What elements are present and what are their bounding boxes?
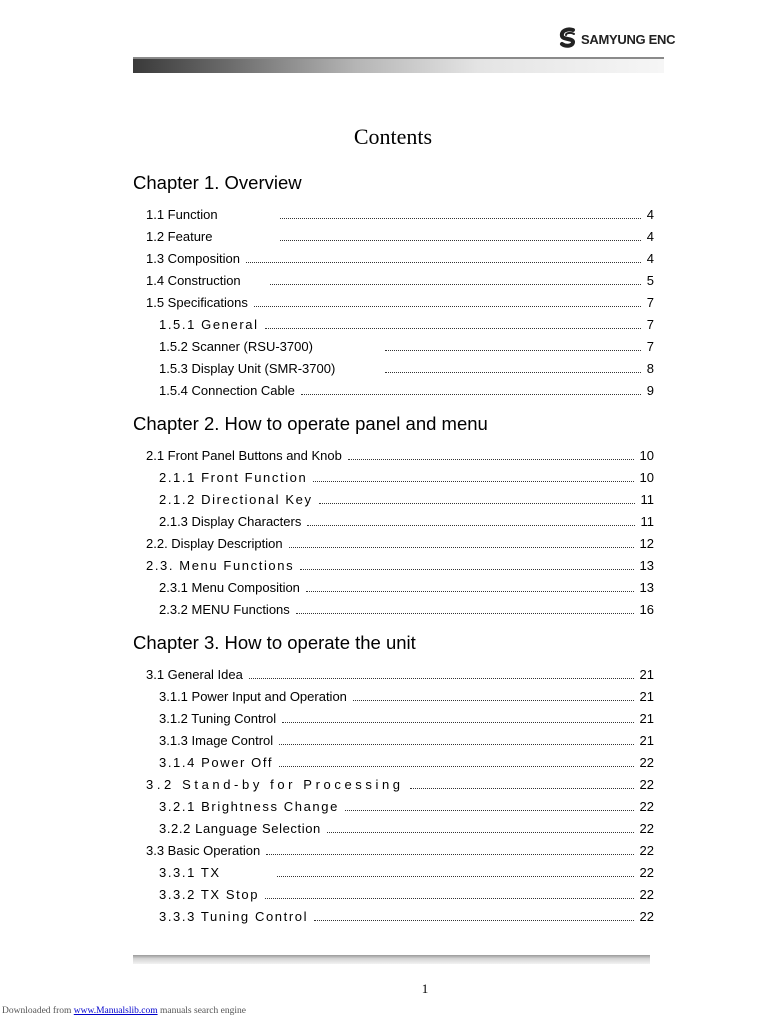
toc-entry-label: 2.1.2 Directional Key xyxy=(159,492,313,507)
toc-leader xyxy=(300,569,633,570)
toc-entry-page: 4 xyxy=(646,207,654,222)
toc-leader xyxy=(254,306,641,307)
toc-entry[interactable] xyxy=(159,755,654,775)
toc-entry-page: 5 xyxy=(646,273,654,288)
toc-entry-label: 2.3.1 Menu Composition xyxy=(159,580,300,595)
toc-leader xyxy=(277,876,634,877)
manualslib-link[interactable]: www.Manualslib.com xyxy=(73,1006,158,1016)
toc-leader xyxy=(266,854,633,855)
toc-entry-label: 1.3 Composition xyxy=(146,251,240,266)
toc-entry[interactable] xyxy=(159,865,654,885)
toc-entry[interactable] xyxy=(159,711,654,731)
toc-entry[interactable] xyxy=(159,909,654,929)
toc-entry-label: 1.1 Function xyxy=(146,207,218,222)
toc-entry[interactable] xyxy=(159,470,654,490)
toc-entry-label: 1.5.4 Connection Cable xyxy=(159,383,295,398)
toc-entry-label: 2.2. Display Description xyxy=(146,536,283,551)
toc-leader xyxy=(314,920,633,921)
toc-leader xyxy=(385,372,641,373)
toc-entry-page: 7 xyxy=(646,317,654,332)
toc-entry-label: 1.5.2 Scanner (RSU-3700) xyxy=(159,339,313,354)
toc-entry-label: 1.5.1 General xyxy=(159,317,259,332)
toc-entry[interactable] xyxy=(159,689,654,709)
toc-entry[interactable] xyxy=(146,251,654,271)
toc-entry-page: 16 xyxy=(639,602,654,617)
toc-entry[interactable] xyxy=(146,448,654,468)
toc-entry[interactable] xyxy=(146,558,654,578)
toc-entry-page: 22 xyxy=(639,843,654,858)
toc-entry-page: 22 xyxy=(639,887,654,902)
toc-leader xyxy=(265,328,641,329)
toc-leader xyxy=(249,678,634,679)
toc-entry-label: 3.1.1 Power Input and Operation xyxy=(159,689,347,704)
toc-entry-label: 2.1 Front Panel Buttons and Knob xyxy=(146,448,342,463)
toc-entry-label: 3.1.2 Tuning Control xyxy=(159,711,277,726)
toc-entry[interactable] xyxy=(159,580,654,600)
toc-entry-page: 21 xyxy=(639,667,654,682)
toc-entry-page: 4 xyxy=(646,229,654,244)
toc-leader xyxy=(270,284,641,285)
toc-entry-label: 3.3.2 TX Stop xyxy=(159,887,260,902)
toc-entry-label: 1.5.3 Display Unit (SMR-3700) xyxy=(159,361,336,376)
toc-entry-label: 2.1.3 Display Characters xyxy=(159,514,302,529)
toc-leader xyxy=(306,591,634,592)
toc-entry-label: 1.4 Construction xyxy=(146,273,241,288)
toc-leader xyxy=(410,788,634,789)
toc-entry[interactable] xyxy=(146,229,654,249)
toc-leader xyxy=(348,459,634,460)
toc-entry-label: 3.2.2 Language Selection xyxy=(159,821,321,836)
page-title: Contents xyxy=(353,124,433,149)
toc-entry-label: 3.1.3 Image Control xyxy=(159,733,274,748)
toc-leader xyxy=(289,547,634,548)
toc-entry[interactable] xyxy=(159,514,654,534)
toc-entry-page: 7 xyxy=(646,339,654,354)
toc-entry-label: 3.3.1 TX xyxy=(159,865,221,880)
toc-entry[interactable] xyxy=(146,777,654,797)
chapter-heading: Chapter 1. Overview xyxy=(133,172,302,193)
toc-entry[interactable] xyxy=(159,339,654,359)
toc-entry-page: 13 xyxy=(639,580,654,595)
toc-entry-page: 22 xyxy=(639,755,654,770)
download-prefix: Downloaded from xyxy=(2,1006,72,1016)
toc-entry[interactable] xyxy=(146,536,654,556)
toc-entry[interactable] xyxy=(159,821,654,841)
toc-leader xyxy=(319,503,635,504)
toc-entry-page: 22 xyxy=(639,865,654,880)
toc-entry-page: 12 xyxy=(639,536,654,551)
toc-entry[interactable] xyxy=(159,887,654,907)
toc-leader xyxy=(313,481,633,482)
toc-leader xyxy=(345,810,634,811)
toc-entry-page: 10 xyxy=(639,448,654,463)
toc-entry[interactable] xyxy=(146,207,654,227)
toc-leader xyxy=(353,700,634,701)
toc-entry-label: 3.3.3 Tuning Control xyxy=(159,909,309,924)
toc-entry-label: 2.3.2 MENU Functions xyxy=(159,602,290,617)
toc-entry[interactable] xyxy=(159,733,654,753)
toc-leader xyxy=(280,240,641,241)
toc-leader xyxy=(296,613,634,614)
toc-entry-label: 1.5 Specifications xyxy=(146,295,248,310)
toc-leader xyxy=(282,722,633,723)
chapter-heading: Chapter 2. How to operate panel and menu xyxy=(133,413,488,434)
samyung-logo-icon xyxy=(558,27,578,51)
toc-leader xyxy=(279,766,633,767)
toc-entry[interactable] xyxy=(146,843,654,863)
toc-entry-page: 4 xyxy=(646,251,654,266)
toc-entry-label: 2.3. Menu Functions xyxy=(146,558,295,573)
toc-entry-page: 22 xyxy=(639,777,654,792)
toc-entry[interactable] xyxy=(159,602,654,622)
toc-entry[interactable] xyxy=(146,667,654,687)
toc-leader xyxy=(246,262,641,263)
toc-entry-label: 3.1.4 Power Off xyxy=(159,755,274,770)
toc-entry-page: 21 xyxy=(639,689,654,704)
toc-entry-page: 9 xyxy=(646,383,654,398)
header-bar xyxy=(133,57,664,73)
toc-entry-label: 3.2 Stand-by for Processing xyxy=(146,777,404,792)
toc-leader xyxy=(301,394,641,395)
toc-entry-page: 22 xyxy=(639,909,654,924)
chapter-heading: Chapter 3. How to operate the unit xyxy=(133,632,416,653)
toc-leader xyxy=(280,218,641,219)
toc-entry[interactable] xyxy=(159,492,654,512)
toc-entry[interactable] xyxy=(159,799,654,819)
toc-entry[interactable] xyxy=(146,295,654,315)
toc-entry-page: 21 xyxy=(639,711,654,726)
page-number: 1 xyxy=(421,981,429,996)
toc-leader xyxy=(327,832,634,833)
brand-name: SAMYUNG ENC xyxy=(581,31,676,47)
brand-logo xyxy=(558,27,675,51)
toc-entry-page: 11 xyxy=(640,514,654,529)
download-suffix: manuals search engine xyxy=(159,1006,246,1016)
toc-entry[interactable] xyxy=(159,383,654,403)
toc-entry[interactable] xyxy=(146,273,654,293)
toc-entry-page: 10 xyxy=(639,470,654,485)
toc-entry-page: 7 xyxy=(646,295,654,310)
toc-leader xyxy=(307,525,634,526)
toc-entry-page: 8 xyxy=(646,361,654,376)
toc-entry-label: 3.3 Basic Operation xyxy=(146,843,261,858)
toc-leader xyxy=(279,744,633,745)
toc-entry-label: 3.2.1 Brightness Change xyxy=(159,799,339,814)
toc-entry-page: 13 xyxy=(639,558,654,573)
toc-entry[interactable] xyxy=(159,317,654,337)
toc-entry-page: 21 xyxy=(639,733,654,748)
toc-entry-label: 3.1 General Idea xyxy=(146,667,243,682)
toc-entry-page: 22 xyxy=(639,821,654,836)
footer-bar xyxy=(133,955,650,964)
toc-entry-page: 11 xyxy=(640,492,654,507)
toc-leader xyxy=(265,898,633,899)
download-note xyxy=(2,1006,246,1016)
toc-entry-page: 22 xyxy=(639,799,654,814)
toc-leader xyxy=(385,350,641,351)
toc-entry-label: 1.2 Feature xyxy=(146,229,213,244)
toc-entry[interactable] xyxy=(159,361,654,381)
toc-entry-label: 2.1.1 Front Function xyxy=(159,470,308,485)
